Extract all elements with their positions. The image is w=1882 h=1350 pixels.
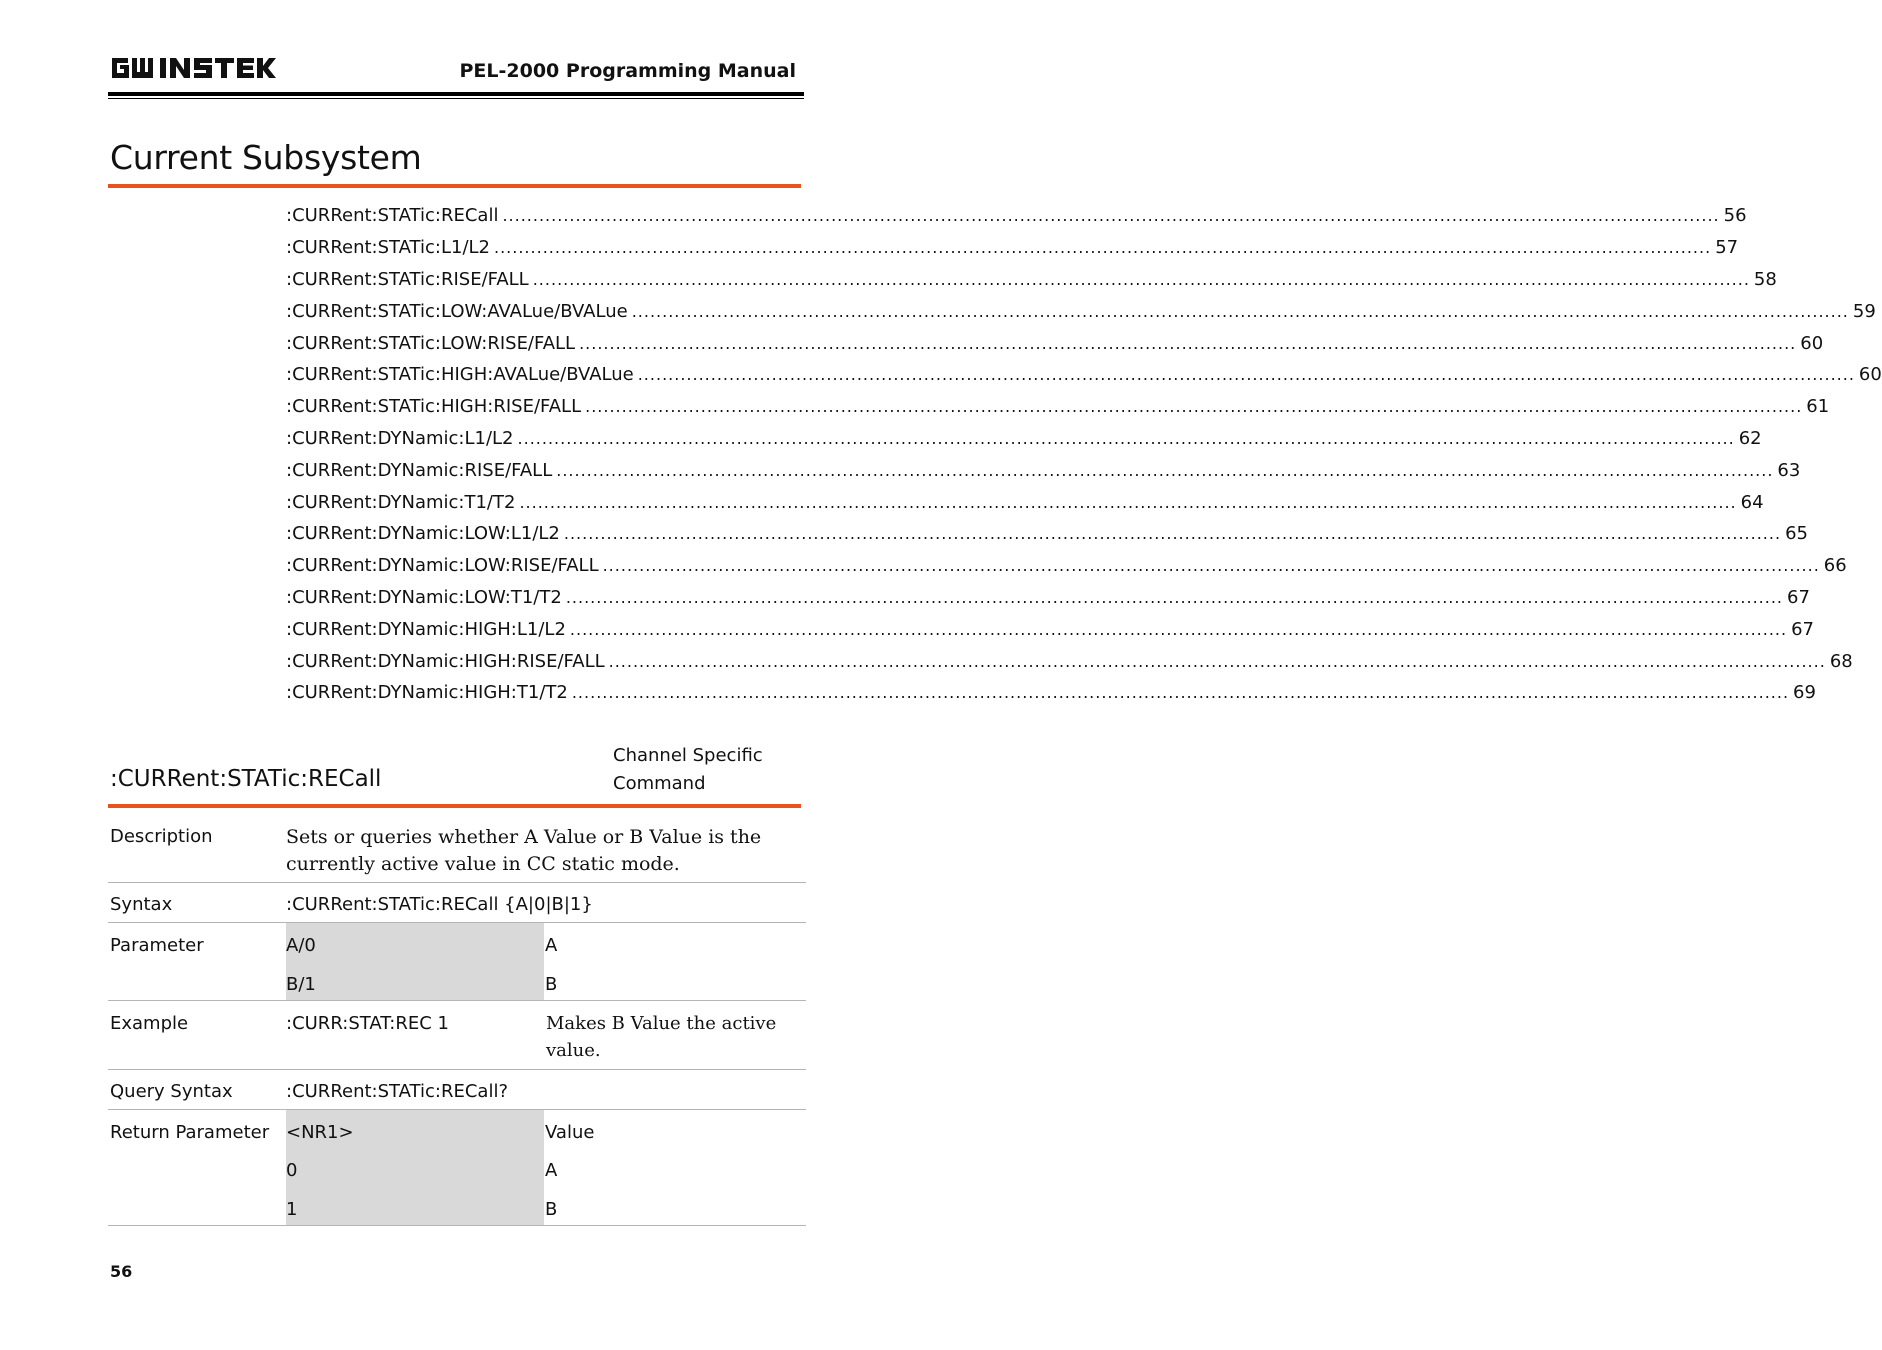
return-parameter-desc: Value xyxy=(545,1122,595,1143)
toc-leader-dots: ........................................................................................................................................................................................................ xyxy=(585,397,1803,417)
toc-leader-dots: ........................................................................................................................................................................................................ xyxy=(602,556,1820,576)
toc-entry-title: :CURRent:STATic:L1/L2 xyxy=(286,237,490,259)
toc-leader-dots: ........................................................................................................................................................................................................ xyxy=(494,238,1712,258)
section-title: Current Subsystem xyxy=(110,138,422,177)
section-title-rule xyxy=(108,184,801,188)
example-desc-line1: Makes B Value the active xyxy=(546,1013,777,1034)
parameter-value: B/1 xyxy=(286,974,316,995)
toc-entry-title: :CURRent:DYNamic:HIGH:RISE/FALL xyxy=(286,650,605,672)
toc-entry[interactable] xyxy=(286,454,1801,486)
toc-entry[interactable] xyxy=(286,423,1762,455)
toc-entry[interactable] xyxy=(286,359,1882,391)
toc-leader-dots: ........................................................................................................................................................................................................ xyxy=(579,333,1797,353)
toc-entry-page: 56 xyxy=(1723,205,1747,227)
syntax-label: Syntax xyxy=(110,894,173,915)
toc-entry[interactable] xyxy=(286,613,1814,645)
toc-entry-title: :CURRent:DYNamic:LOW:RISE/FALL xyxy=(286,555,599,577)
parameter-desc: B xyxy=(545,974,558,995)
example-desc xyxy=(546,1010,776,1064)
toc-entry-page: 68 xyxy=(1829,650,1853,672)
toc-entry-page: 65 xyxy=(1785,523,1808,545)
syntax-value: :CURRent:STATic:RECall {A|0|B|1} xyxy=(286,894,593,915)
manual-title: PEL-2000 Programming Manual xyxy=(459,60,796,82)
toc-entry-title: :CURRent:STATic:HIGH:AVALue/BVALue xyxy=(286,364,634,386)
parameter-value: A/0 xyxy=(286,935,316,956)
command-title: :CURRent:STATic:RECall xyxy=(110,766,382,792)
description-label: Description xyxy=(110,826,213,847)
toc-entry-page: 66 xyxy=(1823,555,1847,577)
example-desc-line2: value. xyxy=(546,1040,601,1061)
toc-entry[interactable] xyxy=(286,232,1739,264)
return-parameter-value: 0 xyxy=(286,1160,298,1181)
toc-entry-page: 64 xyxy=(1740,491,1764,513)
query-syntax-value: :CURRent:STATic:RECall? xyxy=(286,1081,508,1102)
toc-entry-page: 62 xyxy=(1738,427,1762,449)
toc-entry-page: 63 xyxy=(1777,459,1801,481)
toc-leader-dots: ........................................................................................................................................................................................................ xyxy=(631,301,1849,321)
toc-leader-dots: ........................................................................................................................................................................................................ xyxy=(608,651,1826,671)
toc-entry[interactable] xyxy=(286,645,1853,677)
description-text xyxy=(286,824,761,878)
command-note-line1: Channel Specific xyxy=(613,745,763,766)
parameter-shade xyxy=(286,923,544,1000)
toc-entry-page: 67 xyxy=(1791,618,1814,640)
return-parameter-row xyxy=(108,1110,806,1226)
toc-entry[interactable] xyxy=(286,486,1764,518)
toc-leader-dots: ........................................................................................................................................................................................................ xyxy=(519,492,1737,512)
toc-entry-title: :CURRent:STATic:RISE/FALL xyxy=(286,268,529,290)
toc-entry[interactable] xyxy=(286,200,1747,232)
return-parameter-value: 1 xyxy=(286,1199,298,1220)
toc-entry[interactable] xyxy=(286,677,1816,709)
parameter-row xyxy=(108,923,806,1001)
toc-entry[interactable] xyxy=(286,295,1876,327)
command-title-rule xyxy=(108,804,801,808)
toc-entry-title: :CURRent:DYNamic:RISE/FALL xyxy=(286,459,553,481)
toc-entry-title: :CURRent:STATic:LOW:RISE/FALL xyxy=(286,332,576,354)
toc-entry[interactable] xyxy=(286,518,1808,550)
description-line2: currently active value in CC static mode. xyxy=(286,853,680,875)
toc-entry-title: :CURRent:DYNamic:LOW:T1/T2 xyxy=(286,586,562,608)
toc-leader-dots: ........................................................................................................................................................................................................ xyxy=(569,619,1788,639)
parameter-label: Parameter xyxy=(110,935,204,956)
command-note xyxy=(613,742,803,798)
query-syntax-label: Query Syntax xyxy=(110,1081,233,1102)
toc-leader-dots: ........................................................................................................................................................................................................ xyxy=(517,428,1735,448)
query-syntax-row xyxy=(108,1070,806,1110)
toc-entry-title: :CURRent:DYNamic:T1/T2 xyxy=(286,491,516,513)
header-rule xyxy=(108,92,804,96)
description-row xyxy=(108,820,806,883)
toc-leader-dots: ........................................................................................................................................................................................................ xyxy=(563,524,1782,544)
toc-leader-dots: ........................................................................................................................................................................................................ xyxy=(556,460,1774,480)
toc-entry-page: 59 xyxy=(1852,300,1876,322)
toc-entry-title: :CURRent:STATic:LOW:AVALue/BVALue xyxy=(286,300,628,322)
description-line1: Sets or queries whether A Value or B Value is the xyxy=(286,826,762,848)
return-parameter-desc: A xyxy=(545,1160,558,1181)
toc-entry-title: :CURRent:DYNamic:LOW:L1/L2 xyxy=(286,523,560,545)
example-row xyxy=(108,1001,806,1070)
toc-entry-title: :CURRent:STATic:RECall xyxy=(286,205,499,227)
toc-leader-dots: ........................................................................................................................................................................................................ xyxy=(502,206,1720,226)
toc-list xyxy=(286,200,1882,709)
toc-entry-page: 61 xyxy=(1806,396,1830,418)
toc-leader-dots: ........................................................................................................................................................................................................ xyxy=(571,683,1790,703)
return-parameter-value: <NR1> xyxy=(286,1122,354,1143)
toc-entry-title: :CURRent:DYNamic:HIGH:L1/L2 xyxy=(286,618,566,640)
toc-leader-dots: ........................................................................................................................................................................................................ xyxy=(532,269,1750,289)
example-label: Example xyxy=(110,1013,189,1034)
toc-leader-dots: ........................................................................................................................................................................................................ xyxy=(637,365,1855,385)
gw-instek-logo xyxy=(108,54,278,86)
parameter-desc: A xyxy=(545,935,558,956)
toc-entry-page: 60 xyxy=(1858,364,1882,386)
toc-entry[interactable] xyxy=(286,327,1824,359)
return-parameter-desc: B xyxy=(545,1199,558,1220)
example-command: :CURR:STAT:REC 1 xyxy=(286,1013,449,1034)
toc-entry-page: 60 xyxy=(1800,332,1824,354)
syntax-row xyxy=(108,883,806,923)
gw-instek-logo-graphic xyxy=(108,54,278,82)
page-number: 56 xyxy=(110,1262,133,1281)
return-parameter-label: Return Parameter xyxy=(110,1122,270,1143)
toc-entry-page: 69 xyxy=(1793,682,1816,704)
command-note-line2: Command xyxy=(613,773,706,794)
header-rule-thin xyxy=(108,98,804,99)
toc-entry-title: :CURRent:DYNamic:HIGH:T1/T2 xyxy=(286,682,568,704)
toc-entry-page: 58 xyxy=(1753,268,1777,290)
toc-entry[interactable] xyxy=(286,582,1810,614)
toc-entry-title: :CURRent:DYNamic:L1/L2 xyxy=(286,427,514,449)
toc-entry-page: 57 xyxy=(1715,237,1739,259)
toc-entry[interactable] xyxy=(286,550,1847,582)
toc-entry[interactable] xyxy=(286,391,1830,423)
toc-entry-page: 67 xyxy=(1787,586,1810,608)
toc-entry[interactable] xyxy=(286,264,1777,296)
toc-leader-dots: ........................................................................................................................................................................................................ xyxy=(565,587,1783,607)
toc-entry-title: :CURRent:STATic:HIGH:RISE/FALL xyxy=(286,396,582,418)
